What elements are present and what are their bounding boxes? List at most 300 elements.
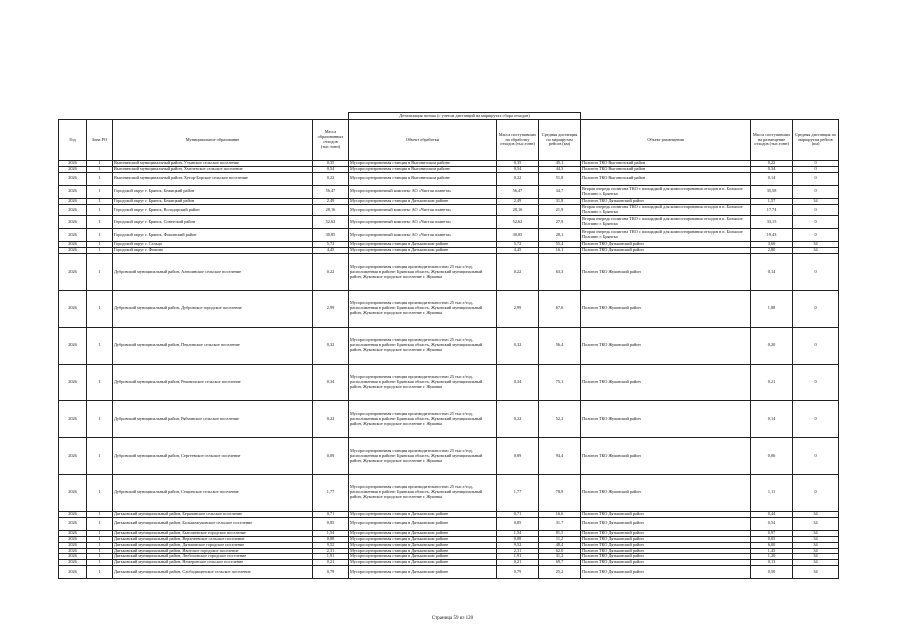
cell-avg-distance-2	[793, 401, 839, 438]
cell-text: 0,54	[326, 166, 335, 171]
cell-text: Мусоросортировочная станция в Дятьковском районе	[350, 536, 449, 541]
cell-text: Мусоросортировочная станция в Выгоничском районе	[350, 175, 450, 181]
cell-avg-distance-1	[539, 229, 581, 242]
cell-text: 0,21	[767, 379, 776, 384]
cell-text: Дубровский муниципальный район, Рековичское сельское поселение	[114, 379, 241, 384]
cell-mass-to-processing	[497, 401, 539, 438]
cell-text: Городской округ г. Брянск, Фокинский район	[114, 231, 197, 237]
cell-municipality	[113, 185, 313, 198]
table-row	[59, 364, 839, 401]
cell-text: 0,05	[767, 536, 776, 541]
cell-text: 19,43	[766, 231, 777, 237]
cell-year	[59, 517, 87, 530]
cell-text: Дубровский муниципальный район, Сещинское сельское поселение	[114, 489, 239, 495]
cell-text: 0	[814, 218, 817, 224]
cell-text: 2026	[68, 548, 77, 553]
header-mass-to-placement: Масса поступивших на размещение отходов (тыс.тонн)	[751, 120, 793, 161]
cell-text: Полигон ТКО Дятьковский район	[582, 520, 644, 526]
header-avg-distance-2: Средняя дистанция по маршрутам рейсов (км)	[793, 120, 839, 161]
cell-text: 0,34	[326, 379, 335, 384]
cell-text: 30,85	[512, 231, 523, 237]
cell-text: Вторая очередь полигона ТКО с площадкой для компостирования отходов в п. Большое Полпино г. Брянска	[582, 229, 743, 240]
cell-mass-to-placement	[751, 204, 793, 216]
cell-processing-object	[349, 364, 497, 401]
cell-zone	[87, 364, 113, 401]
cell-text: Городской округ г. Фокино	[114, 247, 164, 253]
cell-text: 2026	[68, 379, 77, 384]
cell-text: 9,52	[326, 542, 335, 547]
cell-text: 2,49	[326, 198, 335, 203]
cell-text: 2026	[68, 188, 77, 194]
cell-text: 0,13	[767, 559, 776, 565]
cell-text: 33,15	[766, 218, 777, 224]
header-year: Год	[59, 120, 87, 161]
cell-mass-to-placement	[751, 185, 793, 198]
cell-text: 34	[813, 241, 818, 247]
cell-mass-to-processing	[497, 566, 539, 579]
cell-mass-generated	[313, 204, 349, 216]
cell-text: Мусоросортировочная станция в Дятьковском районе	[350, 559, 449, 565]
cell-avg-distance-1	[539, 290, 581, 327]
cell-year	[59, 185, 87, 198]
cell-processing-object	[349, 229, 497, 242]
cell-placement-object	[581, 327, 751, 364]
cell-text: Вторая очередь полигона ТКО с площадкой для компостирования отходов в п. Большое Полпино г. Брянска	[582, 204, 743, 215]
header-mass-generated: Масса образованных отходов (тыс.тонн)	[313, 120, 349, 161]
cell-year	[59, 254, 87, 291]
cell-text: 1	[98, 206, 101, 212]
cell-text: Мусоросортировочная станция производительностью 25 тыс.т/год, расположенная в районе: Брянская область, Жуковский муниципальный район, Жуковское городское поселение г. Жуковка	[350, 484, 483, 500]
cell-text: 52,62	[512, 218, 523, 224]
cell-year	[59, 438, 87, 475]
cell-text: 0,06	[767, 452, 776, 458]
cell-text: 2026	[68, 452, 77, 458]
cell-text: 2026	[68, 175, 77, 181]
cell-placement-object	[581, 172, 751, 185]
cell-text: 2026	[68, 568, 77, 574]
cell-mass-generated	[313, 364, 349, 401]
cell-text: Выгоничский муниципальный район, Хмелевское сельское поселение	[114, 166, 243, 171]
cell-avg-distance-1	[539, 474, 581, 511]
cell-mass-generated	[313, 254, 349, 291]
cell-municipality	[113, 517, 313, 530]
super-header: Детализация потока (с учетом дистанций на маршрутах сбора отходов)	[349, 113, 581, 120]
super-header-spacer-right	[581, 113, 839, 120]
cell-text: 1	[98, 166, 101, 171]
cell-text: Полигон ТКО Дятьковский район	[582, 247, 644, 253]
super-header-spacer-left	[59, 113, 349, 120]
cell-text: 2,99	[513, 305, 522, 311]
cell-text: 0,22	[767, 160, 776, 165]
cell-text: Мусоросортировочная станция производительностью 25 тыс.т/год, расположенная в районе: Брянская область, Жуковский муниципальный район, Жуковское городское поселение г. Жуковка	[350, 447, 483, 463]
cell-text: Полигон ТКО Выгоничский район	[582, 160, 646, 165]
cell-mass-to-placement	[751, 401, 793, 438]
cell-text: Полигон ТКО Жуковский район	[582, 452, 641, 458]
document-sheet	[58, 112, 838, 579]
cell-text: 0,54	[513, 166, 522, 171]
cell-text: 0,35	[513, 160, 522, 165]
cell-mass-generated	[313, 327, 349, 364]
cell-text: 0,54	[767, 520, 776, 526]
cell-text: 2026	[68, 536, 77, 541]
cell-text: 1,54	[326, 530, 335, 535]
cell-avg-distance-1	[539, 204, 581, 216]
cell-text: 0	[814, 206, 817, 212]
cell-text: 34	[813, 198, 818, 203]
cell-text: 1,54	[513, 530, 522, 535]
table-row	[59, 401, 839, 438]
cell-text: Полигон ТКО Жуковский район	[582, 305, 641, 311]
cell-processing-object	[349, 216, 497, 229]
cell-text: 2026	[68, 231, 77, 237]
cell-municipality	[113, 438, 313, 475]
cell-text: Полигон ТКО Жуковский район	[582, 268, 641, 274]
table-row	[59, 290, 839, 327]
cell-text: 52,62	[325, 218, 336, 224]
cell-text: 1	[98, 305, 101, 311]
table-row	[59, 517, 839, 530]
cell-text: Мусоросортировочная станция производительностью 25 тыс.т/год, расположенная в районе: Брянская область, Жуковский муниципальный район, Жуковское городское поселение г. Жуковка	[350, 410, 483, 426]
cell-text: 2026	[68, 218, 77, 224]
cell-text: 34	[813, 247, 818, 253]
table-row	[59, 474, 839, 511]
cell-mass-generated	[313, 566, 349, 579]
cell-text: 0,34	[767, 166, 776, 171]
cell-zone	[87, 172, 113, 185]
cell-avg-distance-2	[793, 474, 839, 511]
cell-municipality	[113, 401, 313, 438]
cell-text: Дубровский муниципальный район, Алешинское сельское поселение	[114, 268, 242, 274]
cell-text: 4,45	[326, 247, 335, 253]
cell-mass-to-processing	[497, 172, 539, 185]
cell-processing-object	[349, 438, 497, 475]
cell-text: 17,74	[766, 206, 777, 212]
cell-text: Полигон ТКО Дятьковский район	[582, 198, 644, 203]
cell-text: Полигон ТКО Дятьковский район	[582, 568, 644, 574]
cell-mass-to-processing	[497, 185, 539, 198]
cell-text: 0	[814, 452, 817, 458]
cell-text: 1,11	[767, 489, 776, 495]
cell-avg-distance-2	[793, 229, 839, 242]
cell-text: 2026	[68, 305, 77, 311]
cell-municipality	[113, 229, 313, 242]
cell-text: 56,47	[325, 188, 336, 194]
cell-text: Полигон ТКО Жуковский район	[582, 489, 641, 495]
cell-mass-to-processing	[497, 364, 539, 401]
cell-text: 2,80	[767, 247, 776, 253]
cell-mass-to-processing	[497, 254, 539, 291]
cell-text: 78,9	[555, 489, 564, 495]
cell-mass-to-placement	[751, 438, 793, 475]
cell-year	[59, 474, 87, 511]
cell-text: 1	[98, 530, 101, 535]
cell-text: 0,09	[513, 452, 522, 458]
cell-text: Полигон ТКО Жуковский район	[582, 379, 641, 384]
header-processing-object: Объект обработки	[349, 120, 497, 161]
cell-text: 1	[98, 231, 101, 237]
cell-zone	[87, 185, 113, 198]
cell-text: 1	[98, 415, 101, 421]
cell-text: 0,97	[767, 530, 776, 535]
cell-text: 1	[98, 241, 101, 247]
cell-text: Дятьковский муниципальный район, Любохонское городское поселение	[114, 553, 247, 559]
cell-text: 63,3	[555, 268, 564, 274]
cell-text: 21,9	[555, 206, 564, 212]
cell-municipality	[113, 290, 313, 327]
cell-text: 34	[813, 536, 818, 541]
cell-text: 1	[98, 247, 101, 253]
cell-text: 2026	[68, 206, 77, 212]
cell-avg-distance-2	[793, 185, 839, 198]
cell-processing-object	[349, 474, 497, 511]
cell-text: 6,00	[767, 542, 776, 547]
cell-year	[59, 401, 87, 438]
cell-municipality	[113, 364, 313, 401]
cell-text: 0,79	[326, 568, 335, 574]
cell-text: Дубровский муниципальный район, Пеклинское сельское поселение	[114, 342, 240, 348]
cell-text: 0	[814, 160, 817, 165]
cell-text: 56,4	[555, 342, 564, 348]
cell-text: 51,8	[555, 175, 564, 181]
header-avg-distance-1: Средняя дистанция по маршрутам рейсов (км)	[539, 120, 581, 161]
cell-avg-distance-2	[793, 566, 839, 579]
cell-mass-generated	[313, 172, 349, 185]
cell-text: 0	[814, 489, 817, 495]
cell-avg-distance-1	[539, 364, 581, 401]
cell-text: 2026	[68, 342, 77, 348]
cell-mass-to-processing	[497, 474, 539, 511]
cell-text: 1,91	[513, 553, 522, 559]
cell-text: Городской округ г. Брянск, Советский район	[114, 218, 196, 224]
cell-placement-object	[581, 254, 751, 291]
cell-avg-distance-1	[539, 172, 581, 185]
cell-text: 34	[813, 568, 818, 574]
table-row	[59, 254, 839, 291]
cell-text: 1,91	[326, 553, 335, 559]
cell-municipality	[113, 216, 313, 229]
cell-text: 1	[98, 542, 101, 547]
cell-placement-object	[581, 229, 751, 242]
cell-text: 1	[98, 379, 101, 384]
cell-text: 67,6	[555, 305, 564, 311]
cell-text: Дубровский муниципальный район, Рябчинское сельское поселение	[114, 415, 239, 421]
cell-text: Мусоросортировочная станция в Дятьковском районе	[350, 530, 449, 535]
cell-text: Мусоросортировочная станция в Дятьковском районе	[350, 520, 449, 526]
cell-year	[59, 229, 87, 242]
cell-text: 2026	[68, 166, 77, 171]
cell-text: 1	[98, 489, 101, 495]
cell-text: 2026	[68, 241, 77, 247]
cell-text: 45,1	[555, 160, 564, 165]
table-row	[59, 229, 839, 242]
cell-mass-generated	[313, 216, 349, 229]
cell-text: Полигон ТКО Дятьковский район	[582, 511, 644, 516]
cell-text: 2026	[68, 511, 77, 516]
cell-text: 0	[814, 188, 817, 194]
cell-text: 2026	[68, 489, 77, 495]
cell-municipality	[113, 327, 313, 364]
cell-avg-distance-1	[539, 566, 581, 579]
cell-text: 0	[814, 175, 817, 181]
cell-text: 11,2	[555, 536, 564, 541]
cell-text: Мусоросортировочная станция в Дятьковском районе	[350, 542, 449, 547]
cell-zone	[87, 438, 113, 475]
cell-text: 0,85	[513, 520, 522, 526]
cell-text: Мусоросортировочный комплекс АО «Чистая планета»	[350, 188, 452, 194]
cell-mass-to-placement	[751, 216, 793, 229]
cell-text: 16,6	[555, 511, 564, 516]
cell-text: Полигон ТКО Жуковский район	[582, 342, 641, 348]
cell-text: 1,20	[767, 553, 776, 559]
cell-avg-distance-2	[793, 204, 839, 216]
cell-mass-to-placement	[751, 229, 793, 242]
cell-text: Полигон ТКО Жуковский район	[582, 415, 641, 421]
cell-text: 0,08	[326, 536, 335, 541]
cell-municipality	[113, 254, 313, 291]
cell-text: Дятьковский муниципальный район, Слободищенское сельское поселение	[114, 568, 251, 574]
cell-text: 0	[814, 415, 817, 421]
cell-text: 1	[98, 268, 101, 274]
cell-mass-to-processing	[497, 229, 539, 242]
cell-year	[59, 327, 87, 364]
header-mass-to-processing: Масса поступивших на обработку отходов (тыс.тонн)	[497, 120, 539, 161]
cell-text: 0,71	[326, 511, 335, 516]
cell-text: 62,0	[555, 548, 564, 553]
cell-text: 1	[98, 218, 101, 224]
cell-avg-distance-2	[793, 517, 839, 530]
cell-placement-object	[581, 566, 751, 579]
cell-placement-object	[581, 185, 751, 198]
cell-text: 81,5	[555, 530, 564, 535]
cell-processing-object	[349, 401, 497, 438]
cell-text: 34	[813, 542, 818, 547]
cell-text: 1	[98, 198, 101, 203]
table-row	[59, 216, 839, 229]
cell-placement-object	[581, 401, 751, 438]
cell-zone	[87, 290, 113, 327]
cell-zone	[87, 254, 113, 291]
cell-mass-to-placement	[751, 172, 793, 185]
cell-text: Дубровский муниципальный район, Дубровское городское поселение	[114, 305, 242, 311]
cell-text: Мусоросортировочная станция в Дятьковском районе	[350, 548, 449, 553]
cell-zone	[87, 517, 113, 530]
cell-avg-distance-2	[793, 438, 839, 475]
cell-mass-to-processing	[497, 204, 539, 216]
cell-text: 1,88	[767, 305, 776, 311]
cell-text: 1,77	[513, 489, 522, 495]
cell-text: 1	[98, 160, 101, 165]
cell-text: 2026	[68, 160, 77, 165]
cell-text: 28,1	[555, 231, 564, 237]
cell-text: 0,32	[326, 342, 335, 348]
cell-year	[59, 290, 87, 327]
cell-processing-object	[349, 172, 497, 185]
cell-text: 9,52	[513, 542, 522, 547]
cell-text: Полигон ТКО Дятьковский район	[582, 548, 644, 553]
cell-text: Мусоросортировочная станция производительностью 25 тыс.т/год, расположенная в районе: Брянская область, Жуковский муниципальный район, Жуковское городское поселение г. Жуковка	[350, 374, 483, 389]
cell-mass-to-placement	[751, 474, 793, 511]
cell-text: Дятьковский муниципальный район, Ивотское городское поселение	[114, 548, 239, 553]
cell-placement-object	[581, 290, 751, 327]
cell-text: 0,14	[767, 415, 776, 421]
cell-text: Дятьковский муниципальный район, Бытошевское городское поселение	[114, 530, 246, 535]
cell-text: 0,22	[326, 268, 335, 274]
cell-processing-object	[349, 254, 497, 291]
cell-text: 0	[814, 305, 817, 311]
cell-year	[59, 566, 87, 579]
cell-text: Полигон ТКО Дятьковский район	[582, 530, 644, 535]
cell-mass-to-processing	[497, 438, 539, 475]
cell-text: 2026	[68, 198, 77, 203]
cell-text: 27,9	[555, 218, 564, 224]
cell-text: 0,14	[767, 175, 776, 181]
cell-text: Выгоничский муниципальный район, Хутор-Борское сельское поселение	[114, 175, 248, 181]
cell-text: 0,14	[767, 268, 776, 274]
cell-text: 69,7	[555, 559, 564, 565]
cell-text: 2026	[68, 553, 77, 559]
cell-year	[59, 364, 87, 401]
cell-text: 28,16	[512, 206, 523, 212]
cell-text: 31,8	[555, 198, 564, 203]
cell-text: 1	[98, 452, 101, 458]
cell-placement-object	[581, 364, 751, 401]
cell-text: 1,45	[767, 548, 776, 553]
cell-text: 2,31	[326, 548, 335, 553]
cell-text: 2,31	[513, 548, 522, 553]
cell-text: Мусоросортировочная станция в Выгоничском районе	[350, 166, 450, 171]
cell-avg-distance-2	[793, 216, 839, 229]
cell-municipality	[113, 566, 313, 579]
cell-text: 31,7	[555, 520, 564, 526]
cell-text: 0	[814, 231, 817, 237]
cell-text: 2026	[68, 542, 77, 547]
cell-text: 2,99	[326, 305, 335, 311]
cell-mass-to-placement	[751, 517, 793, 530]
cell-processing-object	[349, 204, 497, 216]
cell-text: 0,32	[513, 342, 522, 348]
cell-zone	[87, 474, 113, 511]
cell-text: 55,4	[555, 241, 564, 247]
cell-text: 2026	[68, 559, 77, 565]
cell-text: 48,4	[555, 542, 564, 547]
cell-processing-object	[349, 517, 497, 530]
cell-text: Городской округ г. Брянск, Бежицкий район	[114, 198, 195, 203]
cell-text: 1	[98, 536, 101, 541]
cell-text: 0,22	[326, 175, 335, 181]
table-body	[59, 161, 839, 579]
cell-avg-distance-1	[539, 517, 581, 530]
cell-text: Мусоросортировочный комплекс АО «Чистая планета»	[350, 218, 452, 224]
cell-mass-generated	[313, 229, 349, 242]
cell-text: Дятьковский муниципальный район, Немеровское сельское поселение	[114, 559, 244, 565]
cell-text: Выгоничский муниципальный район, Утынское сельское поселение	[114, 160, 239, 165]
cell-mass-generated	[313, 290, 349, 327]
cell-text: Полигон ТКО Дятьковский район	[582, 536, 644, 541]
cell-text: 44,3	[555, 166, 564, 171]
cell-year	[59, 204, 87, 216]
table-row	[59, 204, 839, 216]
cell-text: 0,08	[513, 536, 522, 541]
cell-text: 5,72	[326, 241, 335, 247]
cell-text: 34,7	[555, 188, 564, 194]
cell-text: 5,72	[513, 241, 522, 247]
cell-text: 0	[814, 342, 817, 348]
cell-text: 34	[813, 559, 818, 565]
cell-text: 1	[98, 342, 101, 348]
cell-text: Мусоросортировочная станция в Дятьковском районе	[350, 198, 449, 203]
cell-text: Дятьковский муниципальный район, Верхнеевское сельское поселение	[114, 536, 245, 541]
cell-text: Мусоросортировочная станция в Дятьковском районе	[350, 511, 449, 516]
